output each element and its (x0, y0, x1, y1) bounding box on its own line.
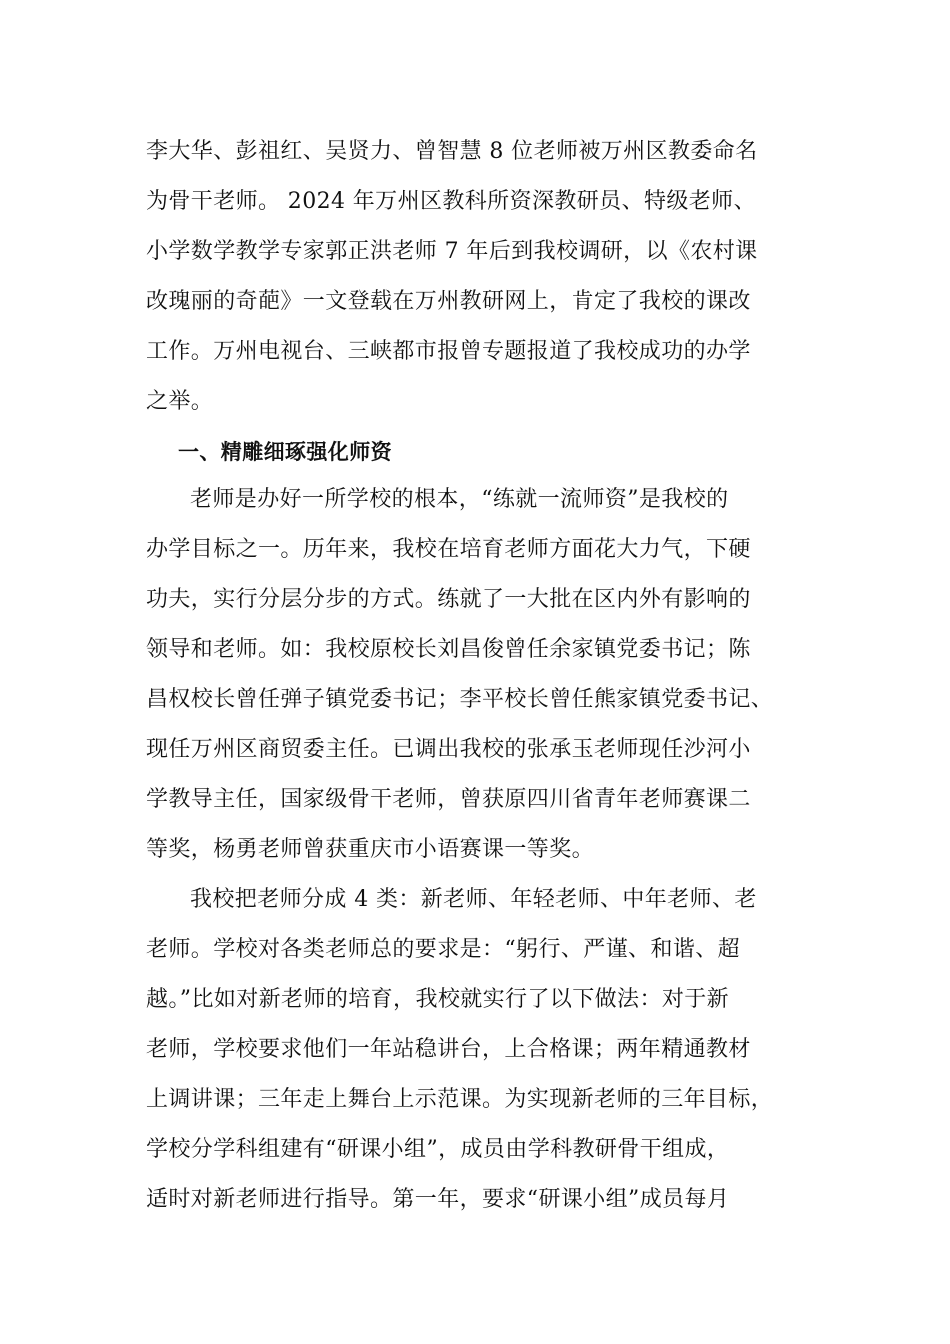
paragraph-line: 学校分学科组建有“研课小组”，成员由学科教研骨干组成， (146, 1137, 730, 1162)
paragraph-line: 老师是办好一所学校的根本，“练就一流师资”是我校的 (190, 487, 729, 512)
paragraph-line: 越。”比如对新老师的培育，我校就实行了以下做法：对于新 (146, 987, 730, 1012)
paragraph-line: 昌权校长曾任弹子镇党委书记；李平校长曾任熊家镇党委书记、 (146, 687, 774, 712)
paragraph-line: 等奖，杨勇老师曾获重庆市小语赛课一等奖。 (146, 837, 595, 862)
paragraph-line: 工作。万州电视台、三峡都市报曾专题报道了我校成功的办学 (146, 339, 751, 364)
paragraph-line: 小学数学教学专家郭正洪老师 7 年后到我校调研，以《农村课 (146, 239, 758, 264)
section-heading: 一、精雕细琢强化师资 (178, 440, 392, 464)
paragraph-line: 老师，学校要求他们一年站稳讲台，上合格课；两年精通教材 (146, 1037, 751, 1062)
paragraph-line: 李大华、彭祖红、吴贤力、曾智慧 8 位老师被万州区教委命名 (146, 139, 758, 164)
paragraph-line: 老师。学校对各类老师总的要求是：“躬行、严谨、和谐、超 (146, 937, 741, 962)
paragraph-line: 适时对新老师进行指导。第一年，要求“研课小组”成员每月 (146, 1187, 730, 1212)
paragraph-line: 学教导主任，国家级骨干老师，曾获原四川省青年老师赛课二 (146, 787, 751, 812)
paragraph-line: 领导和老师。如：我校原校长刘昌俊曾任余家镇党委书记；陈 (146, 637, 751, 662)
paragraph-line: 为骨干老师。 2024 年万州区教科所资深教研员、特级老师、 (146, 189, 756, 214)
paragraph-line: 之举。 (146, 389, 214, 414)
paragraph-line: 现任万州区商贸委主任。已调出我校的张承玉老师现任沙河小 (146, 737, 751, 762)
paragraph-line: 办学目标之一。历年来，我校在培育老师方面花大力气，下硬 (146, 537, 751, 562)
paragraph-line: 功夫，实行分层分步的方式。练就了一大批在区内外有影响的 (146, 587, 751, 612)
paragraph-line: 我校把老师分成 4 类：新老师、年轻老师、中年老师、老 (190, 887, 757, 912)
paragraph-line: 上调讲课；三年走上舞台上示范课。为实现新老师的三年目标， (146, 1087, 774, 1112)
paragraph-line: 改瑰丽的奇葩》一文登载在万州教研网上，肯定了我校的课改 (146, 289, 751, 314)
